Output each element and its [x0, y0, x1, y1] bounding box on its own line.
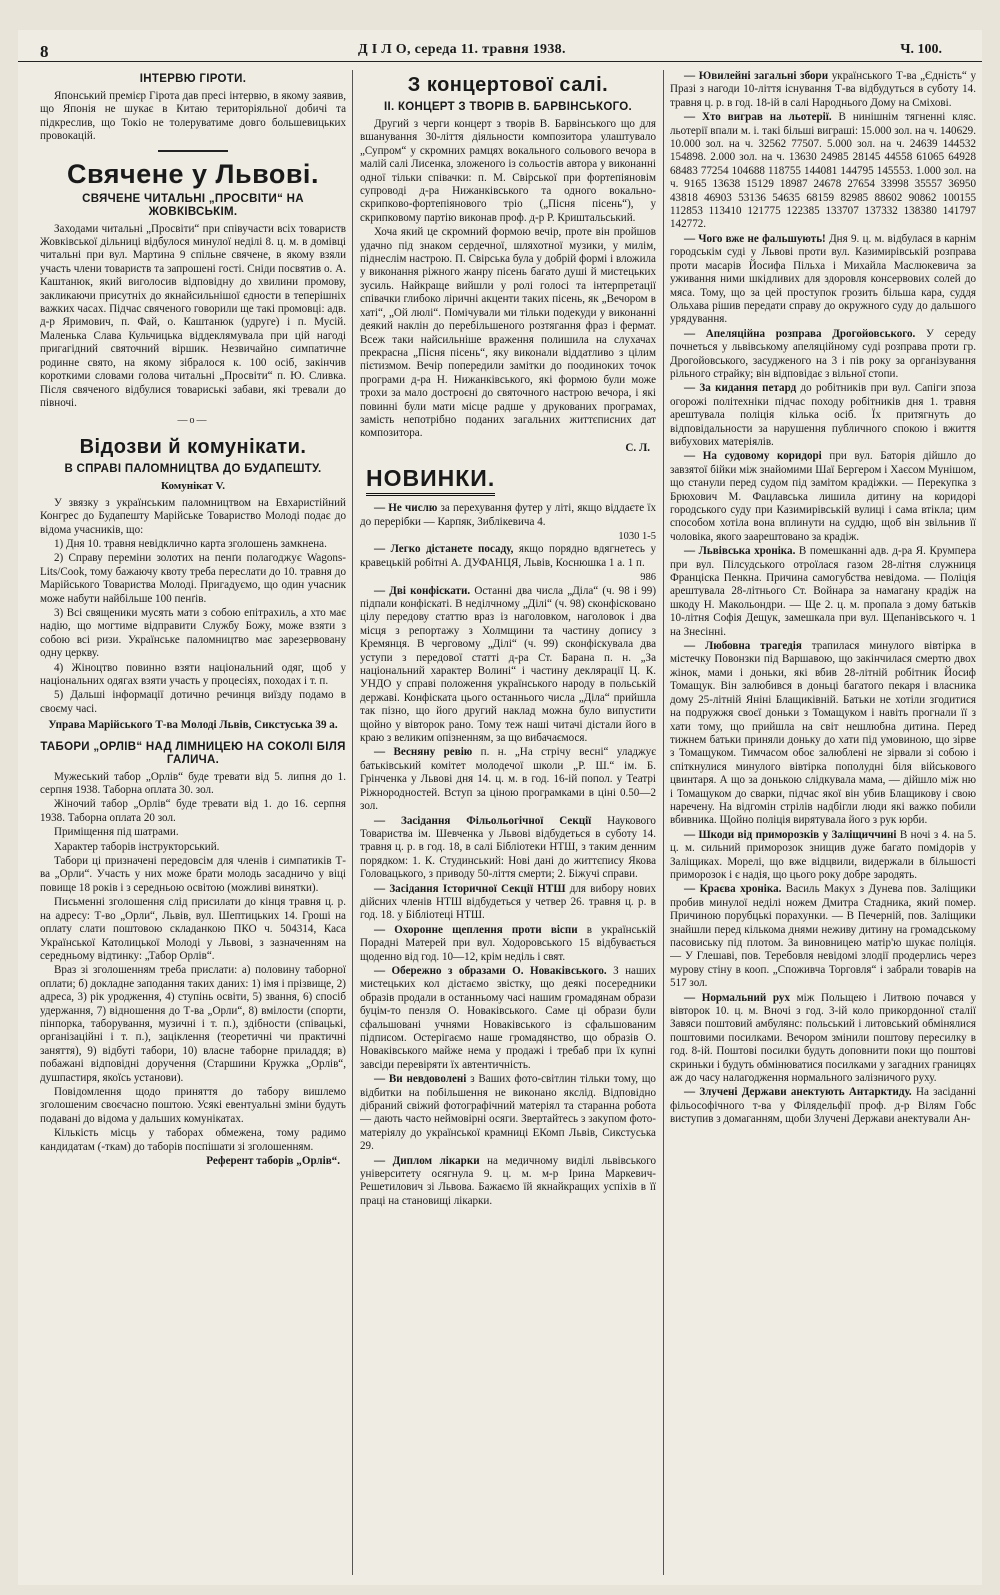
communique-label: Комунікат V.	[161, 479, 225, 492]
concert-subheading: II. КОНЦЕРТ З ТВОРІВ В. БАРВІНСЬКОГО.	[383, 101, 633, 113]
svyachene-heading: Свячене у Львові.	[67, 158, 319, 189]
column-1	[40, 70, 346, 1580]
news-lead: — Нормальний рух	[684, 991, 790, 1004]
ad-lead: — Легко дістанете посаду,	[374, 543, 514, 556]
divider	[158, 150, 228, 152]
news-lead: — Ви невдоволені	[374, 1073, 467, 1086]
page-number: 8	[40, 42, 49, 61]
news-lead: — Краєва хроніка.	[684, 883, 782, 896]
news-text: п. н. „На стрічу весні“ уладжує батьківський комітет молодечої школи „Р. Ш.“ ім. Б. Грінченка у Львові дня 14. ц. м. в год. 16-ій попол. у Театрі Ріжнородностей. Вступ за ціною програмками в ціні 0.50—2 зол.	[360, 746, 656, 813]
news-lead: — Засідання Фільольогічної Секції	[374, 814, 592, 827]
news-item	[360, 924, 656, 964]
news-item	[670, 545, 976, 639]
tabory-paragraph: Табори ці призначені передовсім для членів і симпатиків Т-ва „Орли“. Участь у них може брати молодь засадничо у віці повище 18 років і з середньою освітою (можливі винятки).	[40, 855, 346, 894]
news-text: трапилася минулого вівтірка в містечку Повонзки під Варшавою, що закінчилася смертю двох жінок, мами і доньки, які вбив 28-літній робітник Йосиф Томащук. Він залюбився в доньці багатого пекаря і власника дому 25-літній Яніні Блащиківній. Батьки не хотіли згодитися на подружжя своєї доньки з Томащуком і навіть прогнали її з хати тому, що прийшла на світ нешлюбна дитина. Перед тижнем батьки приняли доньку до хати під умовиною, що зірве з Томащуком. Тимчасом обоє залюблені не зірвали зі собою і спіткнулися минулого вівтірка пополудні біля військового цвинтаря. А що за донькою слідкувала мама, — дійшло між ню і Томащуком до сварки, підчас якої він убив Блащикову і свою наречену. На відгомін стрілів надбігли люди які важко побили вбивника. Щойно поліція вирятувала його з рук юрби.	[670, 640, 976, 827]
ad-number: 1030 1-5	[618, 530, 656, 542]
news-lead: — Любовна трагедія	[684, 640, 802, 653]
pilgrimage-subheading: В СПРАВІ ПАЛОМНИЦТВА ДО БУДАПЕШТУ.	[64, 462, 322, 475]
news-lead: — Апеляційна розправа Дрогойовського.	[684, 327, 916, 340]
masthead-dateline: Д І Л О, середа 11. травня 1938.	[358, 42, 566, 57]
news-lead: — Чого вже не фальшують!	[684, 232, 826, 245]
ad-furs	[360, 502, 656, 529]
news-text: при вул. Баторія дійшло до завзятої бійки між знайомими Шаї Бергером і Хаєсом Мунішом, що станули перед судом під замітом крадіжки. — Перекупка з Брюхович М. Фацлавська лишила дитину на коридорі городського суду при Казимирівській вулиці і сама втікла; цим способом хотіла вона вплинути на суддю, щоб він звільнив її чоловіка, якого заарештовано за крадіж.	[670, 450, 976, 543]
pilgrimage-item: 2) Справу переміни золотих на пенґи полагоджує Wagons-Lits/Cook, тому бажаючу квоту треба переслати до 10. травня до Марійського Товариства Молоді. Пригадуємо, що один учасник може набути найбільше 100 пенґів.	[40, 552, 346, 605]
vidozvy-heading: Відозви й комунікати.	[79, 435, 307, 458]
news-lead: — Обережно з образами О. Новаківського.	[374, 964, 607, 977]
news-text: для вибору нових дійсних членів НТШ відбудеться у четвер 26. травня ц. р. в год. 18. у Бібліотеці НТШ.	[360, 882, 656, 922]
news-text: на медичному виділі львівського університету осягнула 9. ц. м. м-р Ірина Маркевич-Решетилович зі Львова. Бажаємо їй якнайкращих успіхів в її праці на становищі лікарки.	[360, 1154, 656, 1207]
news-item	[360, 1073, 656, 1153]
news-lead: — Ювилейні загальні збори	[684, 70, 829, 82]
news-lead: — Засідання Історичної Секції НТШ	[374, 882, 566, 895]
news-item	[670, 70, 976, 110]
column-rule	[352, 70, 353, 1575]
issue-number: Ч. 100.	[900, 42, 942, 57]
news-item	[670, 111, 976, 232]
svyachene-text: Заходами читальні „Просвіти“ при співучасти всіх товариств Жовківської дільниці відбулося минулої неділі 8. ц. м. в домівці читальні при вул. Мартина 9 спільне свячене, в якому взяли участь члени товариств та запрошені гості. Сніди посвятив о. А. Каштанюк, який виголосив відповідну до хвилини промову, закликаючи присутніх до якнайсильнішої єдности в теперішніх важких часах. Підчас свяченого говорили ще такі промовці: адв. д-р Яримович, п. Фай, о. Каштанюк (удруге) і п. Мусій. Маленька Слава Кульчицька віддеклямувала при цій нагоді пригагідний святочний віршик. Незвичайно симпатичне родинне свято, на якому зібралося к. 100 осіб, закінчив короткими словами голова читальні „Просвіти“ п. Ю. Сливка. Після свяченого відбулися товариські забави, які тревали до півночі.	[40, 222, 346, 409]
ad-text: за перехування футер у літі, якщо віддаєте їх до перерібки — Карпяк, Зиблікевича 4.	[360, 502, 656, 528]
pilgrimage-intro: У звязку з українським паломництвом на Евхаристійний Конгрес до Будапешту Марійське Товариство Молоді подає до відома учасників, що:	[40, 496, 346, 536]
concert-paragraph: Другий з черги концерт з творів В. Барвінського що для вшанування 30-ліття діяльности композитора улаштувало „Супром“ у скромних рамцях вокального сольового вечора в малій салі Лисенка, зложеного із сольостів автора у виконанні одної тільки співачки: п. М. Свірської при фортепіяновім супроводі д-ра Нижанківського та одного вокально-скрипково-фортепіянового тріо („Пісня пісень“), у скрипковому партію виконав проф. д-р Р. Криштальський.	[360, 118, 656, 224]
novynky-heading: НОВИНКИ.	[366, 463, 495, 496]
pilgrimage-item: 4) Жіноцтво повинно взяти національний одяг, щоб у національних одягах взяти участь у процесіях, походах і т. п.	[40, 661, 346, 687]
news-lead: — За кидання петард	[684, 382, 797, 395]
tabory-paragraph: Письменні зголошення слід присилати до кінця травня ц. р. на адресу: Т-во „Орли“, Львів, вул. Шептицьких 14. Гроші на оплату слати поштовою складанкою ПКО ч. 504314, Каса Української Католицької Молоді у Львові, з зазначенням на середньому відтинку: „Табор Орлів“.	[40, 896, 346, 962]
news-lead: — Весняну ревію	[374, 746, 473, 759]
ad-tailor	[360, 543, 656, 570]
pilgrimage-item: 3) Всі священики мусять мати з собою епітрахиль, а хто має надію, що могтиме відправити Службу Божу, може взяти з собою всі ризи. Українське паломництво має зарезервовану одну церкву.	[40, 606, 346, 660]
news-text: З наших мистецьких кол дістаємо звістку, що деякі посередники образів продали в останньому часі нашим громадянам образи буцім-то пензля О. Новаківського. Саме ці образи були сфальшовані учнями Новаківського із сфальшованим підписом. Остерігаємо наше громадянство, що образів О. Новаківського майже нема у продажі і требаб при їх купні завсіди перевіряти їх автентичність.	[360, 964, 656, 1071]
tabory-paragraph: Жіночий табор „Орлів“ буде тревати від 1. до 16. серпня 1938. Таборна оплата 20 зол.	[40, 798, 346, 824]
news-item	[670, 829, 976, 883]
news-item	[670, 450, 976, 544]
news-text: Наукового Товариства ім. Шевченка у Львові відбудеться в суботу 14. травня ц. р. в год. 18, в салі Бібліотеки НТШ, з таким денним порядком: 1. К. Студинський: Нові дані до життєпису Якова Головацького, з приводу 50-ліття смерти; 2. Біжучі справи.	[360, 814, 656, 881]
ad-lead: — Не числю	[374, 502, 438, 515]
news-text: В нинішнім тягненні кляс. льотерії впали м. і. такі більші виграші: 15.000 зол. на ч. 140629. 10.000 зол. на ч. 32562 77507. 5.000 зол. на ч. 24639 144532 154898. 2.000 зол. на ч. 13630 24985 28145 44558 61065 64928 68483 77254 104688 118755 144081 144795 145553. 1.000 зол. на ч. 9165 13638 15129 18987 24678 27654 33998 35557 36950 43818 46903 53136 54635 68159 82985 88602 90862 100155 112853 113410 121775 122385 133707 137332 138380 141797 142772.	[670, 111, 976, 231]
news-item	[670, 883, 976, 990]
tabory-paragraph: Мужеський табор „Орлів“ буде тревати від 5. липня до 1. серпня 1938. Таборна оплата 30. зол.	[40, 770, 346, 797]
tabory-paragraph: Приміщення під шатрами.	[54, 826, 179, 839]
column-3	[670, 70, 976, 1580]
news-text: з Ваших фото-світлин тільки тому, що відбитки на побільшення не виконано якслід. Відповідно дібраний свіжий фотографічний матеріял та старанна робота — дають часто неймовірні осяги. Звертайтесь з закупом фото-матеріялу до української крамниці ЕКомп Львів, Сикстуська 29.	[360, 1073, 656, 1153]
news-item	[360, 585, 656, 746]
news-item	[670, 233, 976, 327]
news-lead: — Хто виграв на льотерії.	[684, 111, 832, 124]
tabory-paragraph: Повідомлення щодо приняття до табору вишлемо зголошеним своєчасно поштою. Усякі евентуальні зміни будуть подавані до відома у дальших комунікатах.	[40, 1085, 346, 1125]
page-header	[18, 36, 982, 62]
tabory-paragraph: Враз зі зголошенням треба прислати: а) половину таборної оплати; б) докладне заподання таких даних: 1) імя і прізвище, 2) адреса, 3) рік уродження, 4) ступінь освіти, 5) звання, 6) спосіб удержання, 7) відношення до Т-ва „Орли“, 8) вмілости (спорти, пінпорка, таборування, музичні і т. п.), здібности (співацькі, організаційні і т. п.), заціклення (теоретичні чи практичні заняття), 9) відбуті табори, 10) власне таборне приладдя; в) побажані відповідні доручення (Старшини Кружка „Орлів“, душпастиря, якоїсь установи).	[40, 964, 346, 1084]
news-item	[360, 883, 656, 923]
news-text: Останні два числа „Діла“ (ч. 98 і 99) підпали конфіскаті. В неділчному „Ділі“ (ч. 98) сконфісковано цілу передову статтю враз із наголовком, наголовок і два місця з репортажу з Холмщини та частину допису з Кремянця. В черговому „Ділі“ (ч. 99) сконфіскувала два уступи з передової статті д-ра Ст. Барана п. н. „За національний характер Волині“ і частину деклярації Ц. К. УНДО у справі положення українського народу в польській державі. Конфіската цього останнього числа „Діла“ прийшла так пізно, що його другий наклад можна було випустити щойно у вівторок рано. Тому теж наші читачі дістали його в краю з великим опізненням, за що вибачаємося.	[360, 584, 656, 745]
interview-heading: ІНТЕРВЮ ГІРОТИ.	[139, 73, 247, 85]
news-text: Дня 9. ц. м. відбулася в карнім городськім суді у Львові проти вул. Казимирівській розправа проти масарів Йосифа Пільха і Михайла Маслюкевича за уживання ними шкідливих для здоровля консервових солей до мяса. Тому, що за цей проступок грозить більша кара, суддя Ольхава рішив передати справу до окружного суду до дальшого урядування.	[670, 232, 976, 326]
interview-text: Японський премієр Гірота дав пресі інтервю, в якому заявив, що Японія не шукає в Китаю територіяльної добичі та підкреслив, що Токіо не толеруватиме довго большевицьких провокацій.	[40, 90, 346, 143]
pilgrimage-signature: Управа Марійського Т-ва Молоді Львів, Сикстуська 39 а.	[48, 719, 338, 732]
tabory-paragraph: Кількість місць у таборах обмежена, тому радимо кандидатам (-ткам) до таборів поспішати зі зголошенням.	[40, 1127, 346, 1153]
news-text: В помешканні адв. д-ра Я. Крумпера при вул. Пілсудського отроїлася газом 28-літня служниця Франціска Пенкна. Причина самогубства невідома. — Поліція арештувала 28-літнього Ст. Войнара за намагану крадіж на шкоду Н. Макольондри. — Ще 2. ц. м. пропала з дому батьків 10-літня Софія Дещук, замешкала при вул. Щепанівського ч. 1 на Знесінні.	[670, 545, 976, 638]
news-item	[670, 328, 976, 382]
concert-paragraph: Хоча який це скромний формою вечір, проте він пройшов удачно під знаком сердечної, шляхотної музики, у милім, піднеслім настрою. П. Свірська була у добрій формі і вложила у виконання ріжного жанру пісень багато душі й мистецьких зусиль. Найкраще вийшли у ролі голосі та інтерпретації співачки глибоко ліричні акценти таких пісень, як „Вечором в хаті“, „Ой люлі“. Помічували ми тільки подекуди у виконанні деякий наклін до перебільшеного розтягання фраз і фермат. Всеж таки найсильніше враження полишила на слухачах прекрасна „Пісня пісень“, яку виконали віддатливо з цілим пієтизмом. Вечір попередили замітки до поодиноких точок програми д-ра Н. Нижанківського, які формою були може трохи за мало достроєні до святочного настрою вечора, і які повинні були мати місце радше у друкованих програмах, замість непотрібно поданих загальних життєписних дат композитора.	[360, 226, 656, 440]
pilgrimage-item: 5) Дальші інформації дотично речинця виїзду подамо в своєму часі.	[40, 689, 346, 715]
news-text: У середу почнеться у львівському апеляційному суді розправа проти гр. Дрогойовського, засудженого на 3 і пів року за організування рільного страйку; він відповідає з вільної стопи.	[670, 327, 976, 380]
news-item	[670, 992, 976, 1086]
news-lead: — На судовому коридорі	[684, 450, 822, 463]
concert-signature: С. Л.	[625, 441, 650, 454]
concert-heading: З концертової салі.	[407, 74, 609, 96]
news-text: Василь Макух з Дунева пов. Заліщики пробив минулої неділі ножем Дмитра Стадника, який помер. Причиною порубцькі порахунки. — В Печерній, пов. Заліщики знайшли перед кількома днями неживу дитину на громадському пасовиську під плотом. За виновницею матір'ю шукає поліція. — У Глешаві, пов. Теребовля невідомі злодії продерлись через мурову стіну в кооп. „Споживча Торговля“ і забрали товарів на 517 зол.	[670, 883, 976, 990]
news-item	[670, 1086, 976, 1126]
tabory-paragraph: Характер таборів інструкторський.	[54, 840, 220, 853]
news-item	[360, 815, 656, 882]
news-item	[670, 640, 976, 828]
news-lead: — Шкоди від приморозків у Заліщиччині	[684, 828, 897, 841]
news-item	[360, 1155, 656, 1209]
news-item	[360, 746, 656, 813]
news-lead: — Дві конфіскати.	[374, 584, 471, 597]
pilgrimage-item: 1) Дня 10. травня невідклично карта зголошень замкнена.	[54, 537, 327, 550]
news-text: до робітників при вул. Сапіги зпоза огорожі політехніки підчас походу робітників дня 1. травня арештувала поліція кілька осіб. Їх притягнуть до відповідальности за нарушення публичного спокою і вжиття вибухових матеріялів.	[670, 382, 976, 448]
news-item	[670, 382, 976, 449]
news-lead: — Диплом лікарки	[374, 1154, 480, 1167]
svyachene-subheading: СВЯЧЕНЕ ЧИТАЛЬНІ „ПРОСВІТИ“ НА ЖОВКІВСЬКІМ.	[82, 192, 304, 218]
news-item	[360, 965, 656, 1072]
column-2	[360, 70, 656, 1580]
news-lead: — Львівська хроніка.	[684, 545, 796, 558]
tabory-signature: Референт таборів „Орлів“.	[206, 1155, 340, 1167]
divider: —o—	[177, 415, 209, 427]
news-text: українського Т-ва „Єдність“ у Празі з нагоди 10-ліття існування Т-ва відбудуться в суботу 14. травня ц. р. в год. 18-ій в салі Народнього Дому на Сміхові.	[670, 70, 976, 109]
ad-number: 986	[640, 572, 656, 584]
news-text: в українській Порадні Матерей при вул. Ходоровського 15 відбувається щоденно від год. 10—12, крім неділь і свят.	[360, 923, 656, 963]
news-text: В ночі з 4. на 5. ц. м. сильний приморозок знищив дуже багато помідорів у Заліщиках. Морелі, що вже відцвили, видержали в більшості приморозок і є надія, що цього року добре зародять.	[670, 828, 976, 881]
tabory-heading: ТАБОРИ „ОРЛІВ“ НАД ЛІМНИЦЕЮ НА СОКОЛІ БІЛЯ ГАЛИЧА.	[40, 740, 346, 766]
newspaper-page	[18, 30, 982, 1585]
news-text: між Польщею і Литвою почався у вівторок 10. ц. м. Вночі з год. 3-ій коло прикордонної сталії Завяси поштовий амбулянс: польський і литовський обмінялися поштовими посилками. Вечором змінили поштову пересилку в год. 8-ій. Поштові посилки будуть доповнити поки що поштові скриньки і будуть обмінюватися посилками у загадних границях аж до часу налагодження нормального залізничого руху.	[670, 991, 976, 1085]
column-rule	[663, 70, 664, 1575]
news-lead: — Злучені Держави анектують Антарктиду.	[684, 1086, 912, 1099]
news-text: На засіданні фільософічного т-ва у Філядельфії проф. д-р Вілям Гобс виступив з домаганням, щоби Злучені Держави анектували Ан-	[670, 1086, 976, 1126]
ad-text: якщо порядно вдягнетесь у кравецькій робітні А. ДУФАНЦЯ, Львів, Коснюшка 1 а. 1 п.	[360, 543, 656, 569]
news-lead: — Охоронне щеплення проти віспи	[374, 923, 578, 936]
